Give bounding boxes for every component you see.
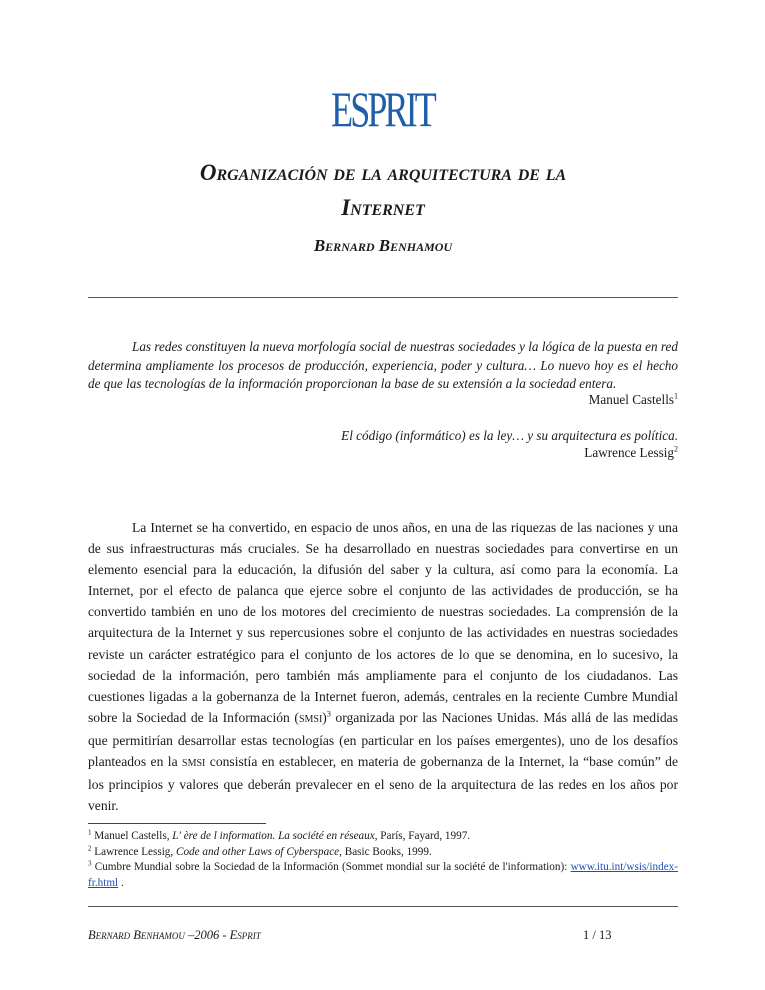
body-text: ) [322, 709, 327, 725]
author-name: Bernard Benhamou [313, 236, 453, 255]
footnote-text: , París, Fayard, 1997. [374, 830, 471, 842]
footnote-ref-2[interactable]: 2 [674, 444, 678, 454]
epigraph-attribution-castells [88, 392, 678, 408]
header-divider [88, 297, 678, 298]
page-number: 1 / 13 [583, 928, 612, 942]
footnote-2 [88, 845, 678, 861]
footnote-text: Manuel Castells, [91, 830, 173, 842]
footnote-number: 3 [88, 859, 92, 868]
footnote-number: 2 [88, 844, 92, 853]
footnote-book-title: L' ère de l information. La société en réseaux [172, 830, 375, 842]
footnote-text: Cumbre Mundial sobre la Sociedad de la Información (Sommet mondial sur la société de l'information): [91, 861, 571, 873]
esprit-logo: ESPRIT [331, 81, 434, 137]
body-text: consistía en establecer, en materia de gobernanza de la Internet, la “base común” de los principios y valores que deberán prevalecer en el seno de la arquitectura de las redes en los años por venir. [88, 754, 678, 814]
attribution-text: Manuel Castells [588, 392, 674, 407]
attribution-text: Lawrence Lessig [584, 445, 674, 460]
footnote-text: , Basic Books, 1999. [339, 846, 432, 858]
footer-author-year: Bernard Benhamou –2006 - Esprit [88, 928, 261, 942]
epigraph-quote-castells: Las redes constituyen la nueva morfología social de nuestras sociedades y la lógica de la puesta en red determina ampliamente los procesos de producción, experiencia, poder y cultura… Lo nuevo hoy es el hecho de que las tecnologías de la información proporcionan la base de su extensión a la sociedad entera. [88, 339, 678, 391]
footnote-divider [88, 823, 266, 824]
footnote-text: . [118, 876, 124, 889]
footnote-3 [88, 860, 678, 891]
body-text: La Internet se ha convertido, en espacio de unos años, en una de las riquezas de las naciones y una de sus infraestructuras más cruciales. Se ha desarrollado en nuestras sociedades para convertirse en un elemento esencial para la educación, la difusión del saber y la cultura, así como para la economía. La Internet, por el efecto de palanca que ejerce sobre el conjunto de las actividades de producción, se ha convertido también en uno de los motores del crecimiento de nuestras sociedades. La comprensión de la arquitectura de la Internet y sus repercusiones sobre el conjunto de las actividades en nuestras sociedades reviste un carácter estratégico para el conjunto de los actores de lo que se denomina, en lo sucesivo, la sociedad de la información, pero también más ampliamente para el conjunto de los ciudadanos. Las cuestiones ligadas a la gobernanza de la Internet fueron, además, centrales en la reciente Cumbre Mundial sobre la Sociedad de la Información ( [88, 520, 678, 725]
footnote-book-title: Code and other Laws of Cyberspace [176, 846, 340, 858]
page-title-line2: Internet [341, 195, 425, 220]
footnote-1 [88, 829, 678, 845]
epigraph-attribution-lessig [88, 445, 678, 461]
footer-divider [88, 906, 678, 907]
footnote-number: 1 [88, 828, 92, 837]
acronym: SMSI [298, 713, 323, 725]
body-paragraph [88, 517, 678, 816]
wsis-link[interactable]: www.itu.int/wsis/index-fr.html [88, 861, 678, 889]
page-title-line1: Organización de la arquitectura de la [199, 160, 567, 185]
epigraph-quote-lessig: El código (informático) es la ley… y su arquitectura es política. [341, 428, 678, 443]
footnote-ref-3[interactable]: 3 [326, 709, 331, 719]
body-text: organizada por las Naciones Unidas. Más allá de las medidas que permitirían desarrollar estas tecnologías (en particular en los países emergentes), uno de los desafíos planteados en la [88, 709, 679, 770]
footnote-ref-1[interactable]: 1 [674, 391, 678, 401]
footnote-text: Lawrence Lessig, [91, 846, 176, 858]
acronym: SMSI [182, 758, 206, 770]
